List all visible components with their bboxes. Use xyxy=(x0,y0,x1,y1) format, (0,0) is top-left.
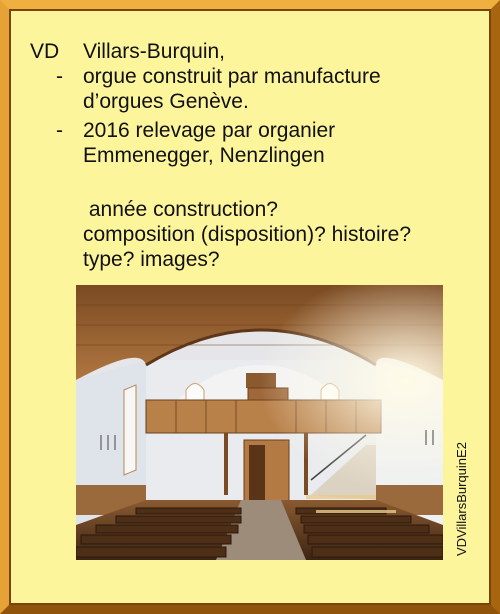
church-interior-photo xyxy=(76,285,443,560)
question-line: type? images? xyxy=(83,248,220,271)
bullet-text: Emmenegger, Nenzlingen xyxy=(83,144,325,167)
bullet-text: orgue construit par manufacture xyxy=(83,65,381,88)
question-line: composition (disposition)? histoire? xyxy=(83,223,411,246)
location-title: Villars-Burquin, xyxy=(83,40,226,63)
bullet-text: d’orgues Genève. xyxy=(83,90,249,113)
bullet-marker: - xyxy=(56,65,63,88)
image-code-label: VDVillarsBurquinE2 xyxy=(454,442,469,556)
canton-code: VD xyxy=(30,40,60,63)
question-line: année construction? xyxy=(83,198,278,221)
bullet-marker: - xyxy=(56,119,63,142)
bullet-text: 2016 relevage par organier xyxy=(83,119,336,142)
